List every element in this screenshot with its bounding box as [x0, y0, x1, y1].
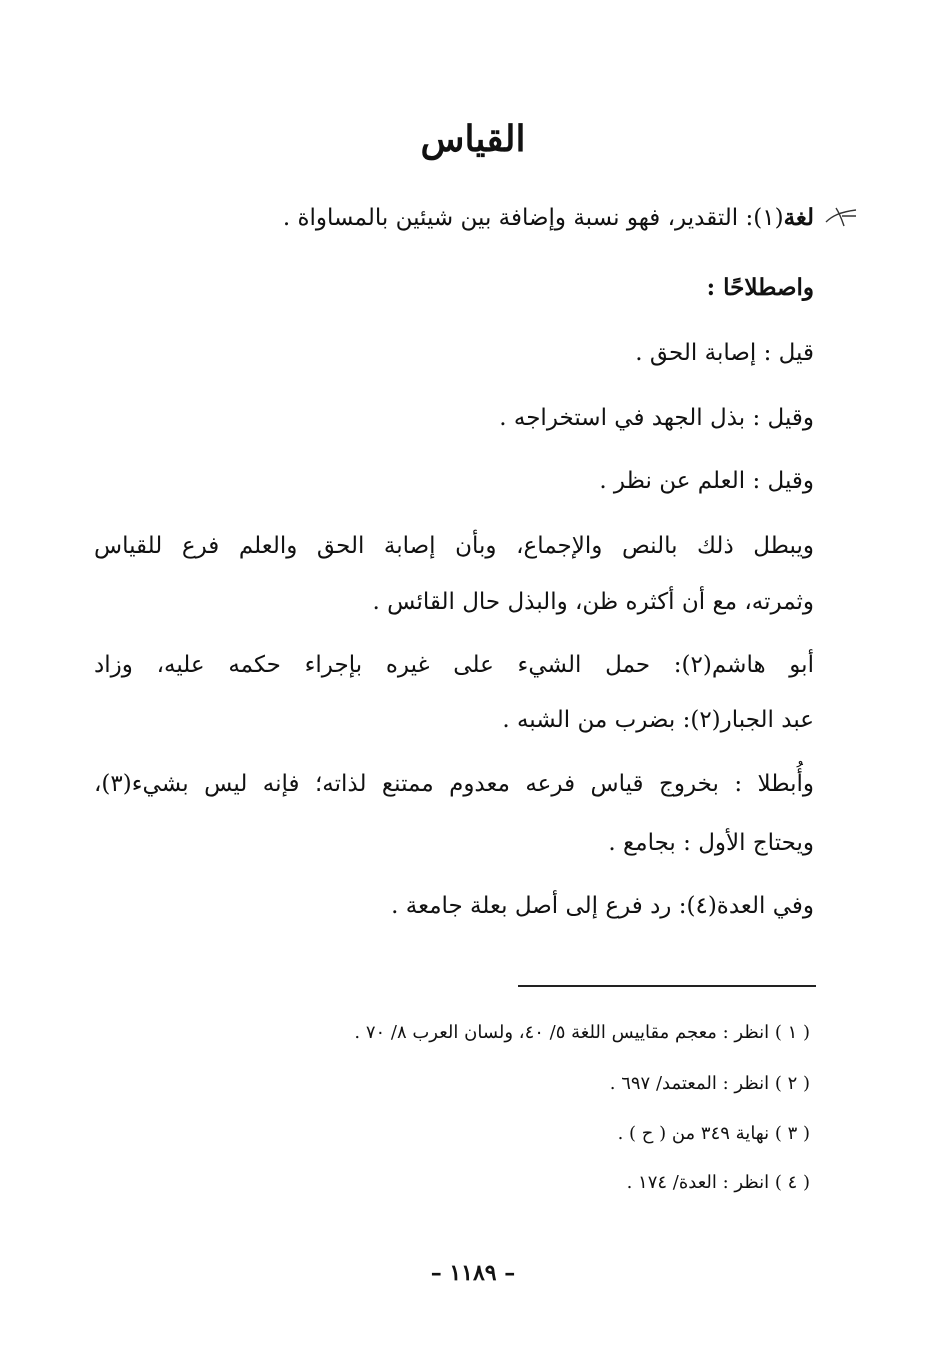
- line-qila-1: قيل : إصابة الحق .: [635, 340, 814, 366]
- footnote-2: ( ٢ ) انظر : المعتمد/ ٦٩٧ .: [609, 1073, 810, 1094]
- line-qila-3: وقيل : العلم عن نظر .: [599, 468, 814, 494]
- margin-mark-icon: [822, 202, 860, 230]
- footnote-divider: [518, 985, 816, 987]
- line-abd-aljabbar: عبد الجبار(٢): بضرب من الشبه .: [502, 707, 814, 733]
- term-lugha: لغة: [783, 204, 814, 231]
- line-abu-hashim: أبو هاشم(٢): حمل الشيء على غيره بإجراء حكمه عليه، وزاد: [94, 652, 814, 678]
- line-istilahan: واصطلاحًا :: [706, 274, 814, 301]
- footnote-1: ( ١ ) انظر : معجم مقاييس اللغة ٥/ ٤٠، ولسان العرب ٨/ ٧٠ .: [354, 1022, 810, 1043]
- line-yabtul-2: وثمرته، مع أن أكثره ظن، والبذل حال القائس .: [372, 589, 814, 615]
- line-al-udda: وفي العدة(٤): رد فرع إلى أصل بعلة جامعة .: [391, 893, 814, 919]
- footnote-4: ( ٤ ) انظر : العدة/ ١٧٤ .: [626, 1172, 810, 1193]
- line-qila-2: وقيل : بذل الجهد في استخراجه .: [499, 405, 814, 431]
- page-title: القياس: [420, 118, 526, 160]
- line-ubtila-1: وأُبطلا : بخروج قياس فرعه معدوم ممتنع لذاته؛ فإنه ليس بشيء(٣)،: [94, 771, 814, 797]
- line-yabtul-1: ويبطل ذلك بالنص والإجماع، وبأن إصابة الحق والعلم فرع للقياس: [94, 533, 814, 559]
- line-ubtila-2: ويحتاج الأول : بجامع .: [608, 830, 814, 856]
- line-lugha: [94, 204, 814, 231]
- page-number: – ١١٨٩ –: [430, 1260, 516, 1286]
- footnote-3: ( ٣ ) نهاية ٣٤٩ من ( ح ) .: [617, 1123, 810, 1144]
- line-lugha-text: (١): التقدير، فهو نسبة وإضافة بين شيئين بالمساواة .: [282, 205, 784, 231]
